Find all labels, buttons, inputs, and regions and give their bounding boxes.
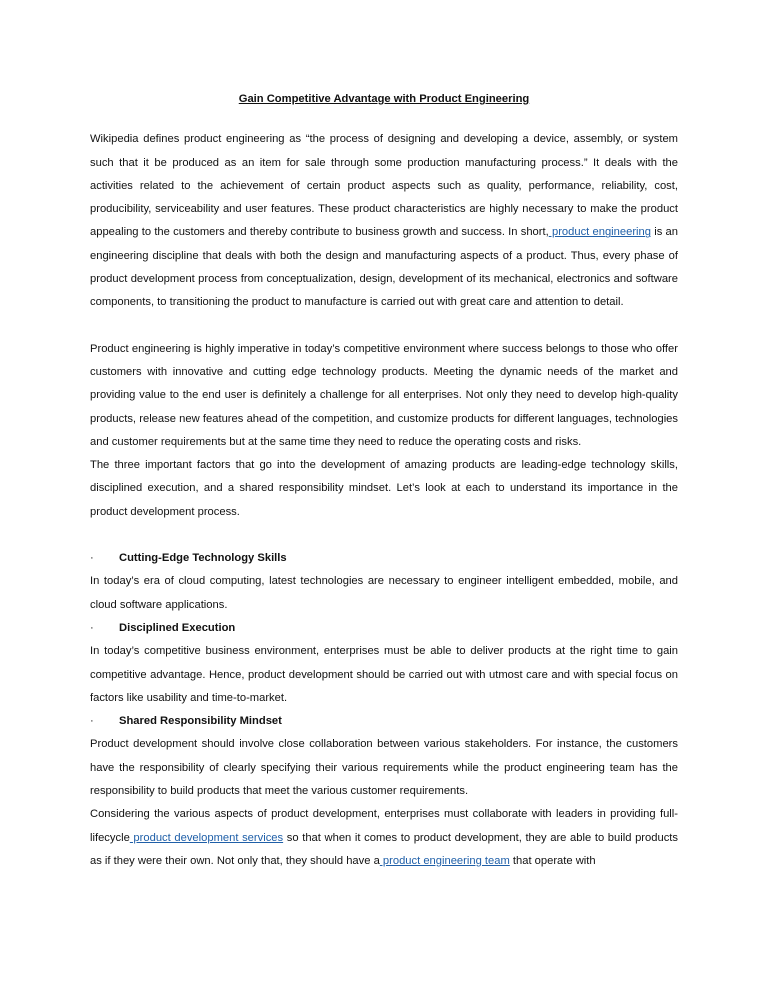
bullet-item-shared-responsibility — [90, 710, 678, 803]
bullet-text: In today’s competitive business environment, enterprises must be able to deliver products at the right time to gain competitive advantage. Hence, product development should be carried out with utmost care and with special focus on factors like usability and time-to-market. — [90, 645, 678, 704]
paragraph-intro — [90, 128, 678, 314]
bullet-marker: · — [90, 552, 94, 565]
document-title: Gain Competitive Advantage with Product Engineering — [238, 93, 530, 105]
paragraph-conclusion-text-c: that operate with — [509, 854, 596, 867]
product-engineering-link[interactable]: product engineering — [548, 226, 651, 239]
paragraph-conclusion — [90, 803, 678, 873]
product-development-services-link[interactable]: product development services — [129, 831, 284, 844]
bullet-text: Product development should involve close collaboration between various stakeholders. For instance, the customers have the responsibility of clearly specifying their various requirements while the product engineering team has the responsibility to build products that meet the various customer requirements. — [90, 738, 678, 798]
bullet-marker: · — [90, 621, 94, 634]
product-engineering-team-link[interactable]: product engineering team — [379, 854, 510, 867]
bullet-text: In today’s era of cloud computing, latest technologies are necessary to engineer intelligent embedded, mobile, and cloud software applications. — [90, 575, 678, 611]
bullet-heading: Shared Responsibility Mindset — [119, 715, 282, 728]
paragraph-three-factors: The three important factors that go into the development of amazing products are leading-edge technology skills, disciplined execution, and a shared responsibility mindset. Let’s look at each to understand its importance in the product development process. — [90, 459, 678, 518]
document-page — [90, 88, 678, 873]
bullet-heading: Disciplined Execution — [119, 621, 236, 634]
paragraph-conclusion-text-a: Considering the various aspects of product development, enterprises must collaborate with leaders in providing full-lifecycle — [90, 808, 678, 844]
paragraph-conclusion-text-b: so that when it comes to product development, they are able to build products as if they were their own. Not only that, they should have a — [90, 831, 678, 867]
paragraph-importance: Product engineering is highly imperative in today’s competitive environment where success belongs to those who offer customers with innovative and cutting edge technology products. Meeting the dynamic needs of the market and providing value to the end user is definitely a challenge for all enterprises. Not only they need to develop high-quality products, release new features ahead of the competition, and customize products for different languages, technologies and customer requirements but at the same time they need to reduce the operating costs and risks. — [90, 342, 678, 448]
paragraph-intro-text-b: is an engineering discipline that deals with both the design and manufacturing aspects of a product. Thus, every phase of product development process from conceptualization, design, development of its mechanical, electronics and software components, to transitioning the product to manufacture is carried out with great care and attention to detail. — [90, 226, 678, 309]
bullet-item-technology-skills — [90, 547, 678, 617]
bullet-marker: · — [90, 715, 94, 728]
paragraph-intro-text-a: Wikipedia defines product engineering as “the process of designing and developing a device, assembly, or system such that it be produced as an item for sale through some production manufacturing process.” It deals with the activities related to the achievement of certain product aspects such as quality, performance, reliability, cost, producibility, serviceability and user features. These product characteristics are highly necessary to make the product appealing to the customers and thereby contribute to business growth and success. In short, — [90, 133, 678, 239]
bullet-item-disciplined-execution — [90, 617, 678, 710]
bullet-heading: Cutting-Edge Technology Skills — [119, 552, 287, 565]
